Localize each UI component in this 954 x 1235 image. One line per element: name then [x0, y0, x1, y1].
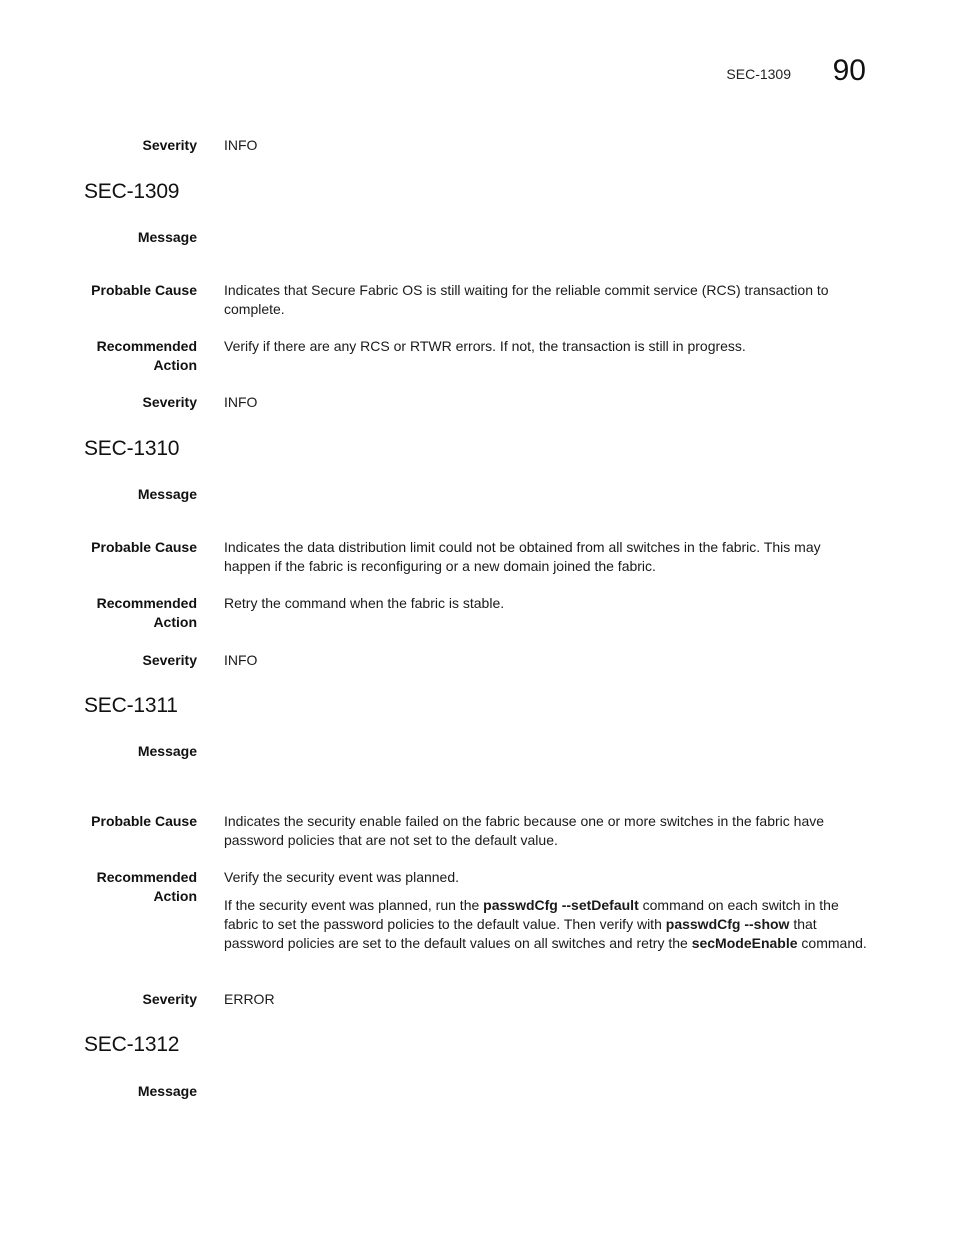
running-head: SEC-1309 [726, 66, 791, 82]
severity-value: INFO [224, 652, 258, 668]
entry-title: SEC-1310 [84, 437, 180, 460]
severity-value: INFO [224, 394, 258, 410]
chapter-number: 90 [832, 54, 866, 87]
recommended-action-label [0, 594, 197, 632]
action-paragraph-2 [224, 896, 869, 953]
action-text: command on each switch in the fabric to set the password policies to the default value. Then verify with [224, 897, 839, 932]
probable-cause-label: Probable Cause [91, 813, 197, 829]
action-text: that password policies are set to the default values on all switches and retry the [224, 916, 817, 951]
recommended-label-line2: Action [153, 888, 197, 904]
probable-cause-text: Indicates the security enable failed on the fabric because one or more switches in the fabric have password policies that are not set to the default value. [224, 813, 825, 848]
message-label: Message [137, 743, 197, 759]
action-text: command. [797, 935, 867, 951]
page-header [0, 54, 866, 94]
recommended-label-line1: Recommended [96, 595, 197, 611]
severity-label: Severity [142, 137, 197, 153]
message-label: Message [137, 1083, 197, 1099]
command-passwdcfg-setdefault: passwdCfg --setDefault [483, 897, 639, 913]
severity-value: ERROR [224, 991, 275, 1007]
message-label: Message [137, 229, 197, 245]
severity-label: Severity [142, 991, 197, 1007]
probable-cause-text: Indicates that Secure Fabric OS is still waiting for the reliable commit service (RCS) transaction to complete. [224, 282, 829, 317]
entry-title: SEC-1309 [84, 180, 180, 203]
recommended-action-label [0, 337, 197, 375]
entry-title: SEC-1311 [84, 694, 178, 717]
message-label: Message [137, 486, 197, 502]
command-passwdcfg-show: passwdCfg --show [665, 916, 790, 932]
recommended-label-line2: Action [153, 614, 197, 630]
action-paragraph-1: Verify the security event was planned. [224, 869, 460, 885]
severity-label: Severity [142, 394, 197, 410]
recommended-label-line1: Recommended [96, 869, 197, 885]
entry-title: SEC-1312 [84, 1033, 180, 1056]
command-secmodeenable: secModeEnable [691, 935, 798, 951]
action-text: If the security event was planned, run the [224, 897, 484, 913]
recommended-label-line1: Recommended [96, 338, 197, 354]
recommended-action-label [0, 868, 197, 906]
recommended-action-text: Verify if there are any RCS or RTWR errors. If not, the transaction is still in progress. [224, 338, 746, 354]
probable-cause-text: Indicates the data distribution limit could not be obtained from all switches in the fabric. This may happen if the fabric is reconfiguring or a new domain joined the fabric. [224, 539, 821, 574]
recommended-label-line2: Action [153, 357, 197, 373]
severity-label: Severity [142, 652, 197, 668]
probable-cause-label: Probable Cause [91, 282, 197, 298]
probable-cause-label: Probable Cause [91, 539, 197, 555]
recommended-action-text [224, 868, 869, 962]
recommended-action-text: Retry the command when the fabric is stable. [224, 595, 505, 611]
severity-value: INFO [224, 137, 258, 153]
